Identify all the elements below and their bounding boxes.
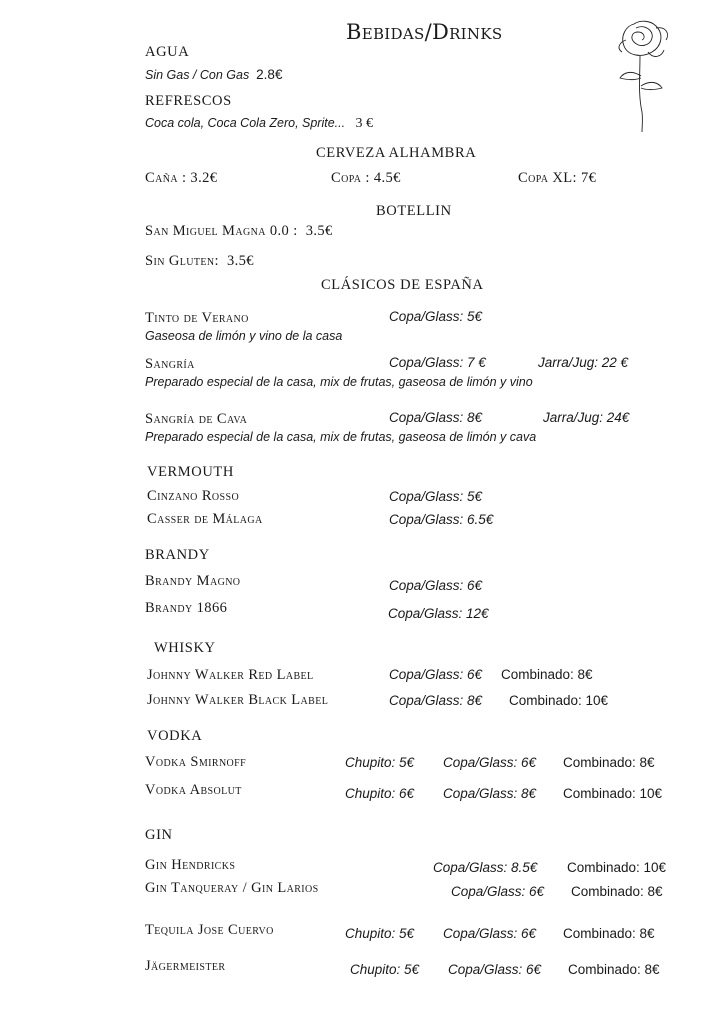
vodka-name: Vodka Absolut xyxy=(145,782,242,798)
brandy-name: Brandy 1866 xyxy=(145,600,228,616)
cerveza-copa: Copa : 4.5€ xyxy=(331,170,401,186)
other-chupito-price: Chupito: 5€ xyxy=(350,962,420,977)
gin-copa-price: Copa/Glass: 6€ xyxy=(451,884,545,899)
clasico-copa-price: Copa/Glass: 5€ xyxy=(389,309,483,324)
agua-price: 2.8€ xyxy=(256,67,283,82)
vodka-combinado-price: Combinado: 10€ xyxy=(563,786,663,801)
whisky-combinado-price: Combinado: 10€ xyxy=(509,693,609,708)
agua-description: Sin Gas / Con Gas xyxy=(145,68,250,82)
refrescos-price: 3 € xyxy=(355,116,374,131)
other-chupito-price: Chupito: 5€ xyxy=(345,926,415,941)
page-title: Bebidas/Drinks xyxy=(346,20,503,44)
vermouth-copa-price: Copa/Glass: 5€ xyxy=(389,489,483,504)
section-heading-whisky: WHISKY xyxy=(154,640,216,656)
refrescos-line xyxy=(145,116,373,132)
whisky-copa-price: Copa/Glass: 6€ xyxy=(389,667,483,682)
vodka-copa-price: Copa/Glass: 6€ xyxy=(443,755,537,770)
other-copa-price: Copa/Glass: 6€ xyxy=(448,962,542,977)
clasico-name: Sangría xyxy=(145,356,195,372)
other-combinado-price: Combinado: 8€ xyxy=(563,926,655,941)
brandy-copa-price: Copa/Glass: 12€ xyxy=(388,606,489,621)
item-price: 3.5€ xyxy=(226,253,254,269)
vermouth-name: Casser de Málaga xyxy=(147,511,263,527)
section-heading-agua: AGUA xyxy=(145,44,190,60)
other-name: Tequila Jose Cuervo xyxy=(145,922,274,938)
cerveza-cana: Caña : 3.2€ xyxy=(145,170,218,186)
section-heading-gin: GIN xyxy=(145,827,173,843)
clasico-description: Gaseosa de limón y vino de la casa xyxy=(145,329,343,343)
whisky-name: Johnny Walker Black Label xyxy=(147,692,329,708)
vermouth-name: Cinzano Rosso xyxy=(147,488,240,504)
clasico-description: Preparado especial de la casa, mix de frutas, gaseosa de limón y vino xyxy=(145,375,533,389)
section-heading-refrescos: REFRESCOS xyxy=(145,93,232,109)
clasico-description: Preparado especial de la casa, mix de frutas, gaseosa de limón y cava xyxy=(145,430,537,444)
gin-combinado-price: Combinado: 10€ xyxy=(567,860,667,875)
other-copa-price: Copa/Glass: 6€ xyxy=(443,926,537,941)
gin-name: Gin Hendricks xyxy=(145,857,236,873)
section-heading-vermouth: VERMOUTH xyxy=(147,464,234,480)
agua-line xyxy=(145,67,282,82)
whisky-name: Johnny Walker Red Label xyxy=(147,667,314,683)
vodka-combinado-price: Combinado: 8€ xyxy=(563,755,655,770)
vodka-chupito-price: Chupito: 6€ xyxy=(345,786,415,801)
section-heading-botellin: BOTELLIN xyxy=(376,203,452,219)
item-price: 3.5€ xyxy=(305,223,333,239)
section-heading-cerveza: CERVEZA ALHAMBRA xyxy=(316,145,477,161)
clasico-jarra-price: Jarra/Jug: 22 € xyxy=(538,355,629,370)
other-name: Jägermeister xyxy=(145,958,226,974)
section-heading-brandy: BRANDY xyxy=(145,547,210,563)
rose-icon xyxy=(612,16,678,134)
botellin-item xyxy=(145,253,254,270)
whisky-combinado-price: Combinado: 8€ xyxy=(501,667,593,682)
item-name: San Miguel Magna 0.0 : xyxy=(145,223,298,239)
gin-name: Gin Tanqueray / Gin Larios xyxy=(145,880,319,896)
clasico-name: Tinto de Verano xyxy=(145,310,249,326)
vermouth-copa-price: Copa/Glass: 6.5€ xyxy=(389,512,494,527)
other-combinado-price: Combinado: 8€ xyxy=(568,962,660,977)
clasico-jarra-price: Jarra/Jug: 24€ xyxy=(543,410,630,425)
vodka-chupito-price: Chupito: 5€ xyxy=(345,755,415,770)
refrescos-description: Coca cola, Coca Cola Zero, Sprite... xyxy=(145,116,346,130)
clasico-copa-price: Copa/Glass: 7 € xyxy=(389,355,486,370)
vodka-name: Vodka Smirnoff xyxy=(145,754,247,770)
cerveza-copa-xl: Copa XL: 7€ xyxy=(518,170,597,186)
botellin-item xyxy=(145,223,333,240)
gin-copa-price: Copa/Glass: 8.5€ xyxy=(433,860,538,875)
section-heading-vodka: VODKA xyxy=(147,728,203,744)
section-heading-clasicos: CLÁSICOS DE ESPAÑA xyxy=(321,277,484,293)
clasico-copa-price: Copa/Glass: 8€ xyxy=(389,410,483,425)
brandy-name: Brandy Magno xyxy=(145,573,241,589)
clasico-name: Sangría de Cava xyxy=(145,411,248,427)
whisky-copa-price: Copa/Glass: 8€ xyxy=(389,693,483,708)
vodka-copa-price: Copa/Glass: 8€ xyxy=(443,786,537,801)
gin-combinado-price: Combinado: 8€ xyxy=(571,884,663,899)
item-name: Sin Gluten: xyxy=(145,253,219,269)
brandy-copa-price: Copa/Glass: 6€ xyxy=(389,578,483,593)
